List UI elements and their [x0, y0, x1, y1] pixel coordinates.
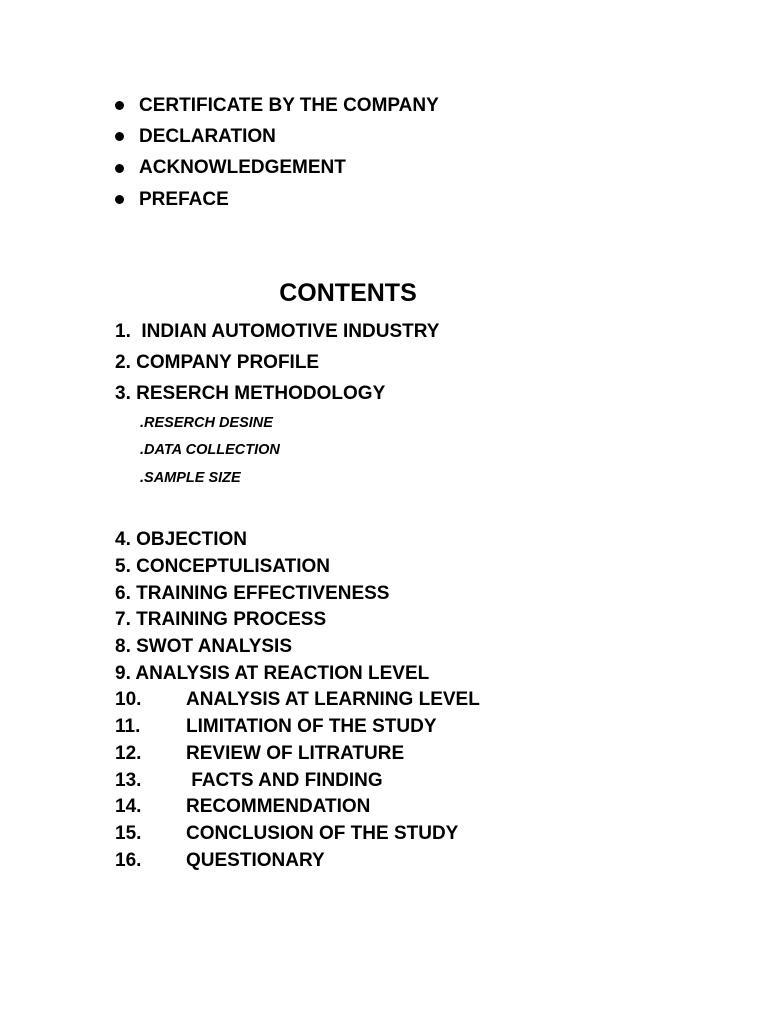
- contents-item-number: 13.: [115, 769, 142, 791]
- contents-item: [115, 554, 480, 581]
- contents-item-label: REVIEW OF LITRATURE: [186, 742, 405, 764]
- contents-item-label: 8. SWOT ANALYSIS: [115, 636, 293, 658]
- contents-item: [115, 634, 480, 661]
- contents-list-main: [115, 527, 480, 874]
- contents-item: 3. RESERCH METHODOLOGY: [115, 382, 386, 404]
- contents-item-number: 11.: [115, 716, 141, 738]
- contents-item-label: RECOMMENDATION: [186, 796, 371, 818]
- contents-item-label: 7. TRAINING PROCESS: [115, 609, 327, 631]
- contents-item: [115, 741, 480, 768]
- contents-item-label: 9. ANALYSIS AT REACTION LEVEL: [115, 662, 430, 684]
- contents-item: [115, 767, 480, 794]
- contents-item: [115, 847, 480, 874]
- front-matter-label: ACKNOWLEDGEMENT: [139, 157, 346, 179]
- contents-item: 1. INDIAN AUTOMOTIVE INDUSTRY: [115, 320, 440, 342]
- bullet-icon: [115, 101, 124, 110]
- contents-item-label: 6. TRAINING EFFECTIVENESS: [115, 582, 390, 604]
- contents-item: [115, 527, 480, 554]
- front-matter-item: [113, 184, 439, 215]
- contents-item: [115, 580, 480, 607]
- subsection-item: .SAMPLE SIZE: [140, 469, 241, 486]
- front-matter-item: [113, 121, 439, 152]
- contents-item-label: FACTS AND FINDING: [186, 769, 383, 791]
- contents-item: [115, 607, 480, 634]
- contents-item: [115, 687, 480, 714]
- contents-item: [115, 821, 480, 848]
- contents-item: [115, 794, 480, 821]
- contents-list-top: [115, 316, 439, 409]
- front-matter-label: DECLARATION: [139, 125, 276, 147]
- contents-item-label: ANALYSIS AT LEARNING LEVEL: [186, 689, 480, 711]
- contents-item-number: 15.: [115, 822, 142, 844]
- contents-item: [115, 714, 480, 741]
- contents-item-label: 4. OBJECTION: [115, 529, 247, 551]
- subsection-item: .RESERCH DESINE: [140, 414, 273, 431]
- bullet-icon: [115, 132, 124, 141]
- front-matter-list: [113, 90, 439, 215]
- contents-item: [115, 660, 480, 687]
- contents-item-label: CONCLUSION OF THE STUDY: [186, 822, 459, 844]
- contents-item-label: 5. CONCEPTULISATION: [115, 556, 330, 578]
- contents-item-number: 12.: [115, 742, 142, 764]
- contents-item-label: LIMITATION OF THE STUDY: [186, 716, 437, 738]
- contents-heading: CONTENTS: [279, 279, 417, 307]
- contents-item-number: 14.: [115, 796, 142, 818]
- front-matter-label: PREFACE: [139, 188, 229, 210]
- bullet-icon: [115, 195, 124, 204]
- methodology-subsections: [140, 409, 280, 492]
- contents-item: 2. COMPANY PROFILE: [115, 351, 320, 373]
- subsection-item: .DATA COLLECTION: [140, 442, 280, 459]
- contents-item-number: 16.: [115, 849, 142, 871]
- contents-item-label: QUESTIONARY: [186, 849, 325, 871]
- front-matter-label: CERTIFICATE BY THE COMPANY: [139, 94, 439, 116]
- front-matter-item: [113, 90, 439, 121]
- contents-item-number: 10.: [115, 689, 142, 711]
- bullet-icon: [115, 164, 124, 173]
- front-matter-item: [113, 153, 439, 184]
